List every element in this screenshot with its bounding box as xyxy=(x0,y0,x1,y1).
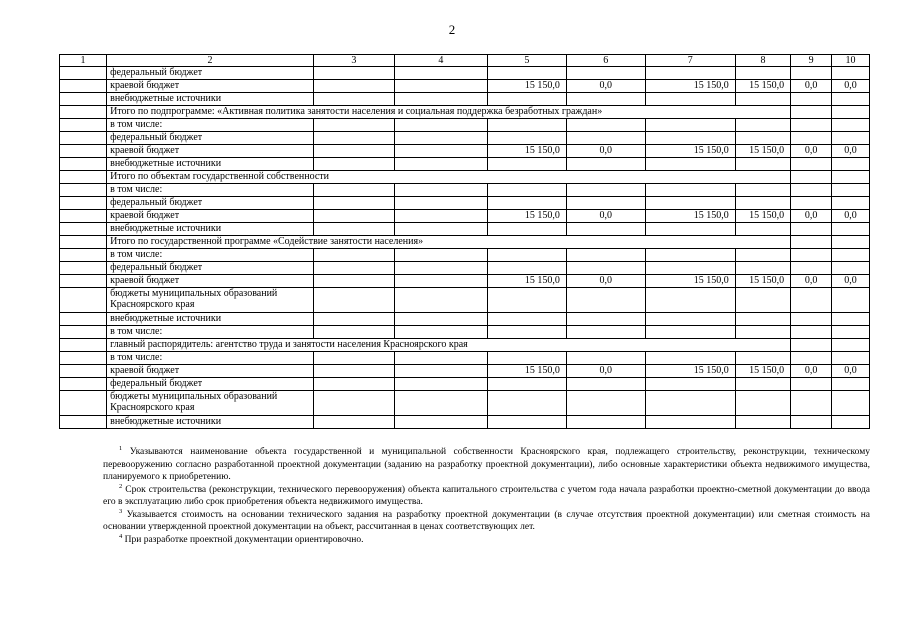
value-cell: 15 150,0 xyxy=(645,365,735,378)
row-label: краевой бюджет xyxy=(107,210,314,223)
value-cell xyxy=(832,326,870,339)
value-cell xyxy=(735,262,790,275)
value-cell xyxy=(832,171,870,184)
value-cell xyxy=(566,313,645,326)
value-cell xyxy=(313,67,394,80)
table-row xyxy=(60,365,870,378)
value-cell xyxy=(832,378,870,391)
value-cell xyxy=(313,378,394,391)
value-cell xyxy=(394,378,487,391)
value-cell xyxy=(645,391,735,416)
value-cell: 0,0 xyxy=(832,80,870,93)
value-cell xyxy=(394,158,487,171)
row-number-cell xyxy=(60,158,107,171)
value-cell xyxy=(791,119,832,132)
value-cell xyxy=(394,391,487,416)
footnote-mark: 2 xyxy=(119,482,123,490)
value-cell xyxy=(791,236,832,249)
value-cell xyxy=(645,223,735,236)
value-cell xyxy=(313,326,394,339)
value-cell xyxy=(735,352,790,365)
value-cell xyxy=(791,158,832,171)
row-number-cell xyxy=(60,93,107,106)
value-cell xyxy=(394,223,487,236)
value-cell xyxy=(645,352,735,365)
table-row xyxy=(60,275,870,288)
value-cell xyxy=(313,416,394,429)
value-cell xyxy=(832,158,870,171)
value-cell xyxy=(488,93,567,106)
value-cell xyxy=(832,391,870,416)
value-cell xyxy=(832,132,870,145)
value-cell xyxy=(735,391,790,416)
value-cell xyxy=(735,223,790,236)
row-label: краевой бюджет xyxy=(107,275,314,288)
row-number-cell xyxy=(60,171,107,184)
value-cell xyxy=(832,93,870,106)
value-cell: 15 150,0 xyxy=(488,365,567,378)
value-cell xyxy=(394,93,487,106)
value-cell xyxy=(735,119,790,132)
row-number-cell xyxy=(60,339,107,352)
header-col-7: 7 xyxy=(645,55,735,67)
value-cell xyxy=(394,132,487,145)
value-cell xyxy=(488,249,567,262)
value-cell: 15 150,0 xyxy=(488,210,567,223)
row-label: главный распорядитель: агентство труда и занятости населения Красноярского края xyxy=(107,339,791,352)
value-cell xyxy=(394,210,487,223)
value-cell xyxy=(645,378,735,391)
value-cell xyxy=(488,288,567,313)
row-label: федеральный бюджет xyxy=(107,378,314,391)
value-cell xyxy=(791,416,832,429)
value-cell xyxy=(313,93,394,106)
row-number-cell xyxy=(60,378,107,391)
table-row xyxy=(60,223,870,236)
value-cell xyxy=(566,378,645,391)
table-row xyxy=(60,262,870,275)
value-cell xyxy=(394,184,487,197)
value-cell xyxy=(791,184,832,197)
table-row xyxy=(60,288,870,313)
table-row xyxy=(60,313,870,326)
table-header-row xyxy=(60,55,870,67)
value-cell xyxy=(394,275,487,288)
footnote-3 xyxy=(103,509,870,534)
budget-table xyxy=(59,54,870,429)
value-cell xyxy=(394,80,487,93)
row-number-cell xyxy=(60,262,107,275)
row-label: Итого по объектам государственной собственности xyxy=(107,171,791,184)
value-cell xyxy=(735,197,790,210)
value-cell: 0,0 xyxy=(566,210,645,223)
row-label: внебюджетные источники xyxy=(107,158,314,171)
row-label: внебюджетные источники xyxy=(107,93,314,106)
table-body xyxy=(60,67,870,429)
table-row xyxy=(60,80,870,93)
row-label: федеральный бюджет xyxy=(107,67,314,80)
value-cell xyxy=(394,145,487,158)
row-number-cell xyxy=(60,223,107,236)
value-cell xyxy=(488,197,567,210)
value-cell xyxy=(791,352,832,365)
row-label: федеральный бюджет xyxy=(107,197,314,210)
row-number-cell xyxy=(60,197,107,210)
value-cell xyxy=(791,339,832,352)
value-cell: 15 150,0 xyxy=(488,275,567,288)
value-cell: 15 150,0 xyxy=(645,80,735,93)
row-label: в том числе: xyxy=(107,352,314,365)
value-cell: 0,0 xyxy=(566,365,645,378)
value-cell xyxy=(645,249,735,262)
value-cell xyxy=(645,93,735,106)
row-number-cell xyxy=(60,119,107,132)
table-row xyxy=(60,378,870,391)
value-cell xyxy=(791,197,832,210)
value-cell xyxy=(566,326,645,339)
value-cell xyxy=(735,313,790,326)
row-number-cell xyxy=(60,391,107,416)
value-cell xyxy=(394,249,487,262)
value-cell xyxy=(313,80,394,93)
value-cell xyxy=(735,132,790,145)
table-row xyxy=(60,67,870,80)
row-number-cell xyxy=(60,416,107,429)
row-label: федеральный бюджет xyxy=(107,132,314,145)
header-col-1: 1 xyxy=(60,55,107,67)
value-cell xyxy=(566,119,645,132)
value-cell xyxy=(645,67,735,80)
value-cell xyxy=(313,391,394,416)
value-cell xyxy=(566,93,645,106)
table-row xyxy=(60,132,870,145)
value-cell xyxy=(832,236,870,249)
value-cell xyxy=(488,132,567,145)
table-row xyxy=(60,119,870,132)
table-row xyxy=(60,236,870,249)
value-cell: 15 150,0 xyxy=(645,145,735,158)
value-cell: 15 150,0 xyxy=(488,145,567,158)
value-cell xyxy=(645,326,735,339)
value-cell: 15 150,0 xyxy=(735,365,790,378)
value-cell xyxy=(791,249,832,262)
row-number-cell xyxy=(60,365,107,378)
table-row xyxy=(60,145,870,158)
value-cell xyxy=(832,106,870,119)
value-cell xyxy=(791,378,832,391)
value-cell xyxy=(313,275,394,288)
row-number-cell xyxy=(60,132,107,145)
value-cell xyxy=(566,158,645,171)
value-cell xyxy=(313,313,394,326)
value-cell xyxy=(832,197,870,210)
value-cell xyxy=(832,416,870,429)
value-cell xyxy=(645,288,735,313)
value-cell xyxy=(791,326,832,339)
value-cell: 0,0 xyxy=(832,210,870,223)
row-number-cell xyxy=(60,352,107,365)
value-cell xyxy=(566,416,645,429)
footnote-text: Указываются наименование объекта государственной и муниципальной собственности Красноярского края, подлежащего строительству, реконструкции, техническому перевооружению согласно разработанной проектной документации (заданию на разработку проектной документации), либо основные характеристики объекта недвижимого имущества, планируемого к приобретению. xyxy=(103,447,871,482)
value-cell xyxy=(394,119,487,132)
value-cell xyxy=(566,288,645,313)
value-cell xyxy=(394,197,487,210)
value-cell xyxy=(791,93,832,106)
table-row xyxy=(60,197,870,210)
value-cell: 0,0 xyxy=(791,80,832,93)
row-number-cell xyxy=(60,106,107,119)
value-cell xyxy=(566,262,645,275)
row-label: в том числе: xyxy=(107,326,314,339)
value-cell xyxy=(566,223,645,236)
table-row xyxy=(60,106,870,119)
value-cell xyxy=(832,262,870,275)
footnote-text: Срок строительства (реконструкции, технического перевооружения) объекта капитального строительства с учетом года начала разработки проектно-сметной документации до ввода его в эксплуатацию либо срок приобретения объекта недвижимого имущества. xyxy=(103,484,870,507)
header-col-3: 3 xyxy=(313,55,394,67)
value-cell xyxy=(791,132,832,145)
value-cell xyxy=(832,223,870,236)
value-cell xyxy=(488,184,567,197)
value-cell xyxy=(488,67,567,80)
value-cell xyxy=(313,145,394,158)
value-cell: 0,0 xyxy=(566,145,645,158)
value-cell: 0,0 xyxy=(566,275,645,288)
value-cell xyxy=(832,288,870,313)
table-row xyxy=(60,184,870,197)
value-cell xyxy=(488,119,567,132)
footnote-2 xyxy=(103,484,870,509)
value-cell xyxy=(488,262,567,275)
header-col-4: 4 xyxy=(394,55,487,67)
value-cell xyxy=(566,249,645,262)
value-cell xyxy=(394,313,487,326)
footnote-text: Указывается стоимость на основании технического задания на разработку проектной документации (в случае отсутствия проектной документации) или сметная стоимость на основании утвержденной проектной документации на объект, рассчитанная в ценах соответствующих лет. xyxy=(103,509,871,532)
value-cell xyxy=(735,288,790,313)
value-cell xyxy=(488,326,567,339)
value-cell xyxy=(791,223,832,236)
value-cell: 0,0 xyxy=(832,365,870,378)
row-label: в том числе: xyxy=(107,119,314,132)
row-label: внебюджетные источники xyxy=(107,313,314,326)
row-number-cell xyxy=(60,236,107,249)
row-label: в том числе: xyxy=(107,184,314,197)
value-cell xyxy=(735,378,790,391)
footnote-mark: 4 xyxy=(119,532,123,540)
value-cell xyxy=(645,197,735,210)
value-cell xyxy=(832,249,870,262)
value-cell xyxy=(313,210,394,223)
footnote-mark: 3 xyxy=(119,507,123,515)
value-cell xyxy=(488,223,567,236)
table-row xyxy=(60,352,870,365)
value-cell xyxy=(791,288,832,313)
value-cell xyxy=(735,93,790,106)
value-cell xyxy=(832,352,870,365)
value-cell xyxy=(488,378,567,391)
value-cell xyxy=(313,132,394,145)
table-row xyxy=(60,93,870,106)
header-col-8: 8 xyxy=(735,55,790,67)
footnote-1 xyxy=(103,446,870,484)
value-cell xyxy=(488,313,567,326)
value-cell xyxy=(832,67,870,80)
value-cell xyxy=(313,184,394,197)
row-label: Итого по государственной программе «Содействие занятости населения» xyxy=(107,236,791,249)
footnotes xyxy=(103,446,870,546)
row-label: в том числе: xyxy=(107,249,314,262)
table-row xyxy=(60,339,870,352)
header-col-9: 9 xyxy=(791,55,832,67)
value-cell xyxy=(735,184,790,197)
value-cell: 15 150,0 xyxy=(735,275,790,288)
value-cell xyxy=(394,288,487,313)
value-cell xyxy=(488,158,567,171)
value-cell xyxy=(832,184,870,197)
value-cell: 15 150,0 xyxy=(645,210,735,223)
row-number-cell xyxy=(60,313,107,326)
value-cell xyxy=(394,67,487,80)
value-cell xyxy=(735,158,790,171)
value-cell xyxy=(313,197,394,210)
row-label: краевой бюджет xyxy=(107,365,314,378)
value-cell xyxy=(566,197,645,210)
value-cell: 15 150,0 xyxy=(645,275,735,288)
footnote-4 xyxy=(103,534,870,547)
value-cell xyxy=(735,416,790,429)
value-cell xyxy=(791,313,832,326)
value-cell xyxy=(313,119,394,132)
value-cell xyxy=(791,67,832,80)
row-number-cell xyxy=(60,210,107,223)
value-cell xyxy=(488,391,567,416)
value-cell xyxy=(394,365,487,378)
header-col-6: 6 xyxy=(566,55,645,67)
value-cell xyxy=(832,313,870,326)
header-col-5: 5 xyxy=(488,55,567,67)
row-label: бюджеты муниципальных образований Красноярского края xyxy=(107,288,314,313)
value-cell xyxy=(645,184,735,197)
table-row xyxy=(60,210,870,223)
value-cell xyxy=(832,119,870,132)
value-cell: 0,0 xyxy=(832,275,870,288)
table-row xyxy=(60,171,870,184)
value-cell xyxy=(566,391,645,416)
value-cell: 15 150,0 xyxy=(735,210,790,223)
row-label: внебюджетные источники xyxy=(107,416,314,429)
value-cell xyxy=(313,352,394,365)
value-cell xyxy=(645,158,735,171)
value-cell xyxy=(566,352,645,365)
row-number-cell xyxy=(60,145,107,158)
value-cell xyxy=(645,132,735,145)
value-cell: 0,0 xyxy=(791,365,832,378)
row-number-cell xyxy=(60,288,107,313)
value-cell: 0,0 xyxy=(832,145,870,158)
footnote-mark: 1 xyxy=(119,445,123,452)
table-row xyxy=(60,158,870,171)
row-number-cell xyxy=(60,249,107,262)
value-cell: 0,0 xyxy=(791,210,832,223)
row-label: бюджеты муниципальных образований Красноярского края xyxy=(107,391,314,416)
row-number-cell xyxy=(60,275,107,288)
value-cell xyxy=(791,106,832,119)
value-cell xyxy=(313,223,394,236)
value-cell xyxy=(566,67,645,80)
row-number-cell xyxy=(60,326,107,339)
value-cell xyxy=(735,326,790,339)
value-cell: 0,0 xyxy=(566,80,645,93)
value-cell xyxy=(735,249,790,262)
value-cell xyxy=(645,416,735,429)
table-row xyxy=(60,416,870,429)
value-cell xyxy=(791,391,832,416)
value-cell xyxy=(832,339,870,352)
value-cell xyxy=(394,326,487,339)
row-number-cell xyxy=(60,80,107,93)
row-label: краевой бюджет xyxy=(107,145,314,158)
value-cell xyxy=(791,171,832,184)
row-label: федеральный бюджет xyxy=(107,262,314,275)
value-cell xyxy=(645,313,735,326)
value-cell xyxy=(645,119,735,132)
value-cell xyxy=(313,249,394,262)
value-cell xyxy=(488,352,567,365)
value-cell xyxy=(488,416,567,429)
value-cell xyxy=(735,67,790,80)
table-row xyxy=(60,326,870,339)
value-cell xyxy=(566,132,645,145)
table-row xyxy=(60,249,870,262)
value-cell xyxy=(313,288,394,313)
page-number: 2 xyxy=(448,22,456,37)
value-cell xyxy=(313,262,394,275)
row-label: внебюджетные источники xyxy=(107,223,314,236)
row-number-cell xyxy=(60,184,107,197)
row-label: Итого по подпрограмме: «Активная политика занятости населения и социальная поддержка безработных граждан» xyxy=(107,106,791,119)
row-number-cell xyxy=(60,67,107,80)
value-cell xyxy=(394,352,487,365)
value-cell xyxy=(313,365,394,378)
footnote-text: При разработке проектной документации ориентировочно. xyxy=(124,534,364,545)
value-cell xyxy=(566,184,645,197)
value-cell xyxy=(645,262,735,275)
value-cell: 15 150,0 xyxy=(735,80,790,93)
value-cell xyxy=(394,262,487,275)
value-cell xyxy=(394,416,487,429)
header-col-2: 2 xyxy=(107,55,314,67)
value-cell: 0,0 xyxy=(791,145,832,158)
value-cell: 0,0 xyxy=(791,275,832,288)
value-cell: 15 150,0 xyxy=(735,145,790,158)
value-cell: 15 150,0 xyxy=(488,80,567,93)
header-col-10: 10 xyxy=(832,55,870,67)
row-label: краевой бюджет xyxy=(107,80,314,93)
table-row xyxy=(60,391,870,416)
value-cell xyxy=(313,158,394,171)
value-cell xyxy=(791,262,832,275)
